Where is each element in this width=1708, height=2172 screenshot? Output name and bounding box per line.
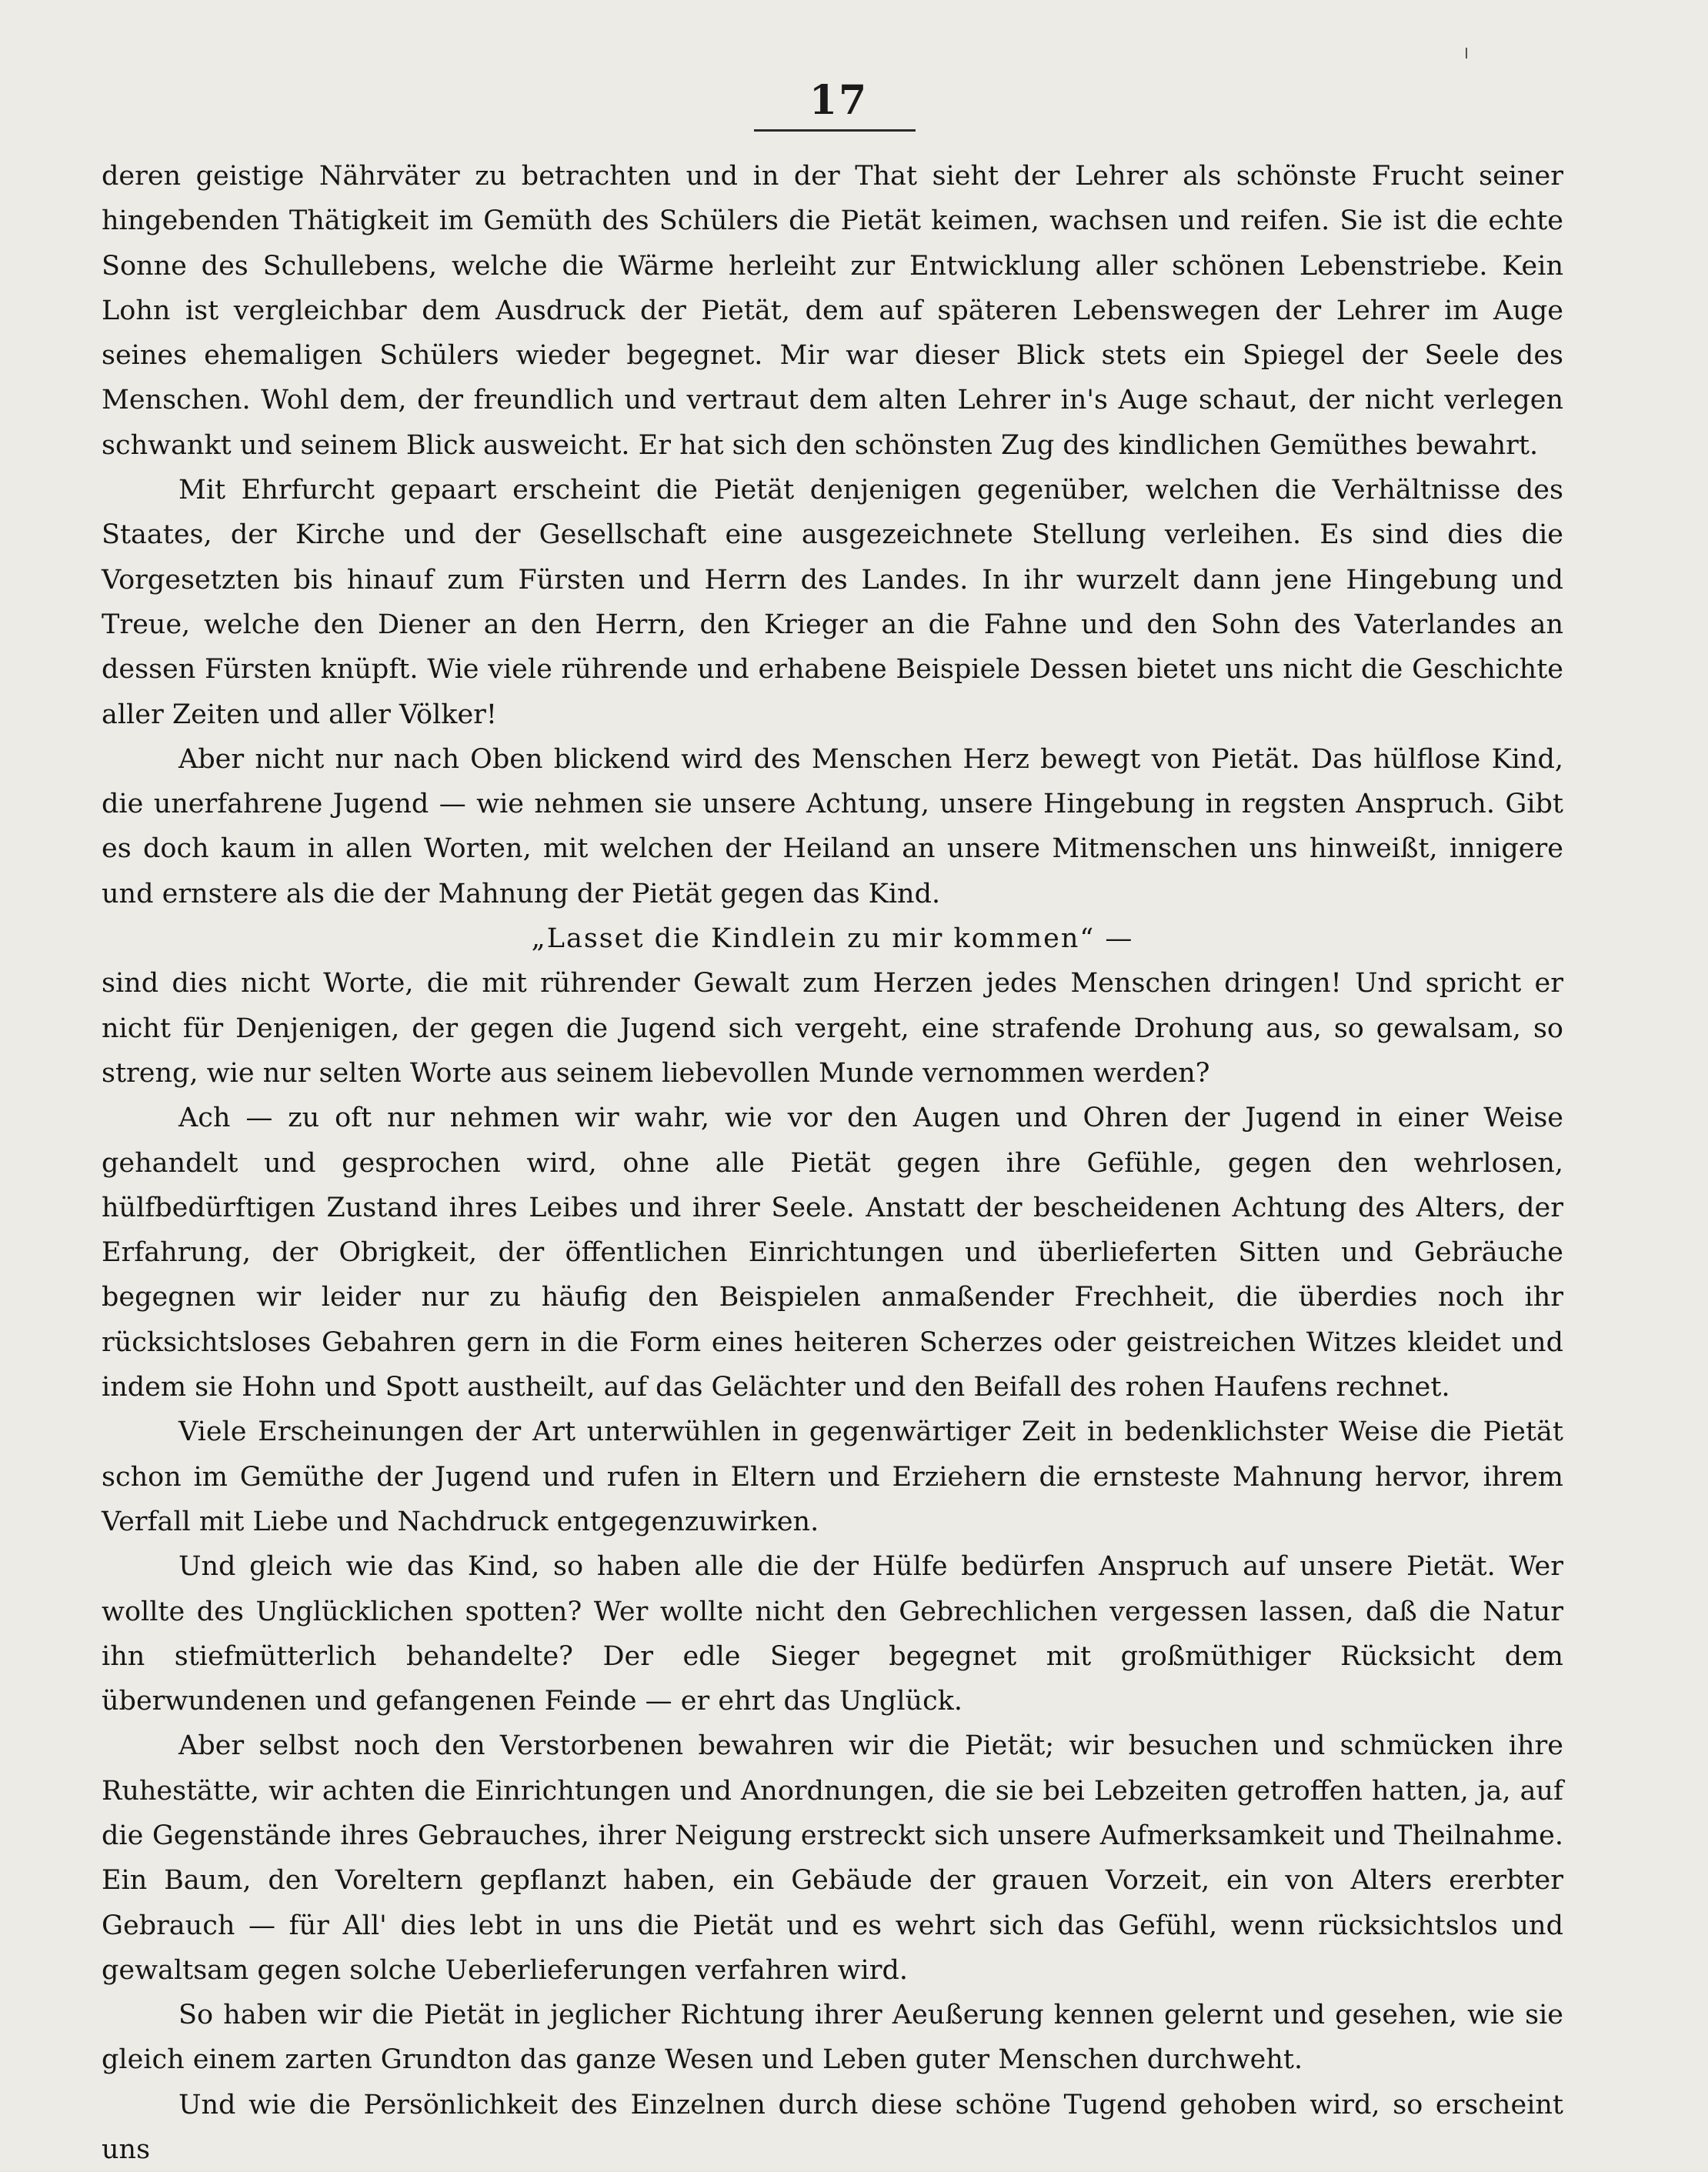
paragraph: Viele Erscheinungen der Art unterwühlen in gegenwärtiger Zeit in bedenklichster Weise die Pietät schon im Gemüthe der Jugend und rufen in Eltern und Erziehern die ernsteste Mahnung hervor, ihrem Verfall mit Liebe und Nachdruck entgegenzuwirken.: [102, 1416, 1563, 1537]
bible-quote: „Lasset die Kindlein zu mir kommen“ —: [531, 923, 1134, 955]
margin-mark: [1466, 48, 1467, 58]
header-rule: [754, 129, 916, 132]
paragraph: Mit Ehrfurcht gepaart erscheint die Pietät denjenigen gegenüber, welchen die Verhältnisse des Staates, der Kirche und der Gesellschaft eine ausgezeichnete Stellung verleihen. Es sind dies die Vorgesetzten bis hinauf zum Fürsten und Herrn des Landes. In ihr wurzelt dann jene Hingebung und Treue, welche den Diener an den Herrn, den Krieger an die Fahne und den Sohn des Vaterlandes an dessen Fürsten knüpft. Wie viele rührende und erhabene Beispiele Dessen bietet uns nicht die Geschichte aller Zeiten und aller Völker!: [102, 475, 1563, 730]
paragraph: Und gleich wie das Kind, so haben alle die der Hülfe bedürfen Anspruch auf unsere Pietät. Wer wollte des Unglücklichen spotten? Wer wollte nicht den Gebrechlichen vergessen lassen, daß die Natur ihn stiefmütterlich behandelte? Der edle Sieger begegnet mit großmüthiger Rücksicht dem überwundenen und gefangenen Feinde — er ehrt das Unglück.: [102, 1551, 1563, 1717]
paragraph: deren geistige Nährväter zu betrachten und in der That sieht der Lehrer als schönste Frucht seiner hingebenden Thätigkeit im Gemüth des Schülers die Pietät keimen, wachsen und reifen. Sie ist die echte Sonne des Schullebens, welche die Wärme herleiht zur Entwicklung aller schönen Lebenstriebe. Kein Lohn ist vergleichbar dem Ausdruck der Pietät, dem auf späteren Lebenswegen der Lehrer im Auge seines ehemaligen Schülers wieder begegnet. Mir war dieser Blick stets ein Spiegel der Seele des Menschen. Wohl dem, der freundlich und vertraut dem alten Lehrer in's Auge schaut, der nicht verlegen schwankt und seinem Blick ausweicht. Er hat sich den schönsten Zug des kindlichen Gemüthes bewahrt.: [102, 161, 1563, 461]
paragraph: Ach — zu oft nur nehmen wir wahr, wie vor den Augen und Ohren der Jugend in einer Weise gehandelt und gesprochen wird, ohne alle Pietät gegen ihre Gefühle, gegen den wehrlosen, hülfbedürftigen Zustand ihres Leibes und ihrer Seele. Anstatt der bescheidenen Achtung des Alters, der Erfahrung, der Obrigkeit, der öffentlichen Einrichtungen und überlieferten Sitten und Gebräuche begegnen wir leider nur zu häufig den Beispielen anmaßender Frechheit, die überdies noch ihr rücksichtsloses Gebahren gern in die Form eines heiteren Scherzes oder geistreichen Witzes kleidet und indem sie Hohn und Spott austheilt, auf das Gelächter und den Beifall des rohen Haufens rechnet.: [102, 1103, 1563, 1403]
body-text: [102, 154, 1563, 2172]
paragraph: Aber selbst noch den Verstorbenen bewahren wir die Pietät; wir besuchen und schmücken ihre Ruhestätte, wir achten die Einrichtungen und Anordnungen, die sie bei Lebzeiten getroffen hatten, ja, auf die Gegenstände ihres Gebrauches, ihrer Neigung erstreckt sich unsere Aufmerksamkeit und Theilnahme. Ein Baum, den Voreltern gepflanzt haben, ein Gebäude der grauen Vorzeit, ein von Alters ererbter Gebrauch — für All' dies lebt in uns die Pietät und es wehrt sich das Gefühl, wenn rücksichtslos und gewaltsam gegen solche Ueberlieferungen verfahren wird.: [102, 1730, 1563, 1986]
paragraph: Und wie die Persönlichkeit des Einzelnen durch diese schöne Tugend gehoben wird, so erscheint uns: [102, 2089, 1563, 2166]
paragraph: So haben wir die Pietät in jeglicher Richtung ihrer Aeußerung kennen gelernt und gesehen, wie sie gleich einem zarten Grundton das ganze Wesen und Leben guter Menschen durchweht.: [102, 2000, 1563, 2076]
paragraph: Aber nicht nur nach Oben blickend wird des Menschen Herz bewegt von Pietät. Das hülflose Kind, die unerfahrene Jugend — wie nehmen sie unsere Achtung, unsere Hingebung in regsten Anspruch. Gibt es doch kaum in allen Worten, mit welchen der Heiland an unsere Mitmenschen uns hinweißt, innigere und ernstere als die der Mahnung der Pietät gegen das Kind.: [102, 743, 1563, 909]
paragraph: sind dies nicht Worte, die mit rührender Gewalt zum Herzen jedes Menschen dringen! Und spricht er nicht für Denjenigen, der gegen die Jugend sich vergeht, eine strafende Drohung aus, so gewalsam, so streng, wie nur selten Worte aus seinem liebevollen Munde vernommen werden?: [102, 968, 1563, 1089]
page-number: 17: [809, 77, 869, 124]
